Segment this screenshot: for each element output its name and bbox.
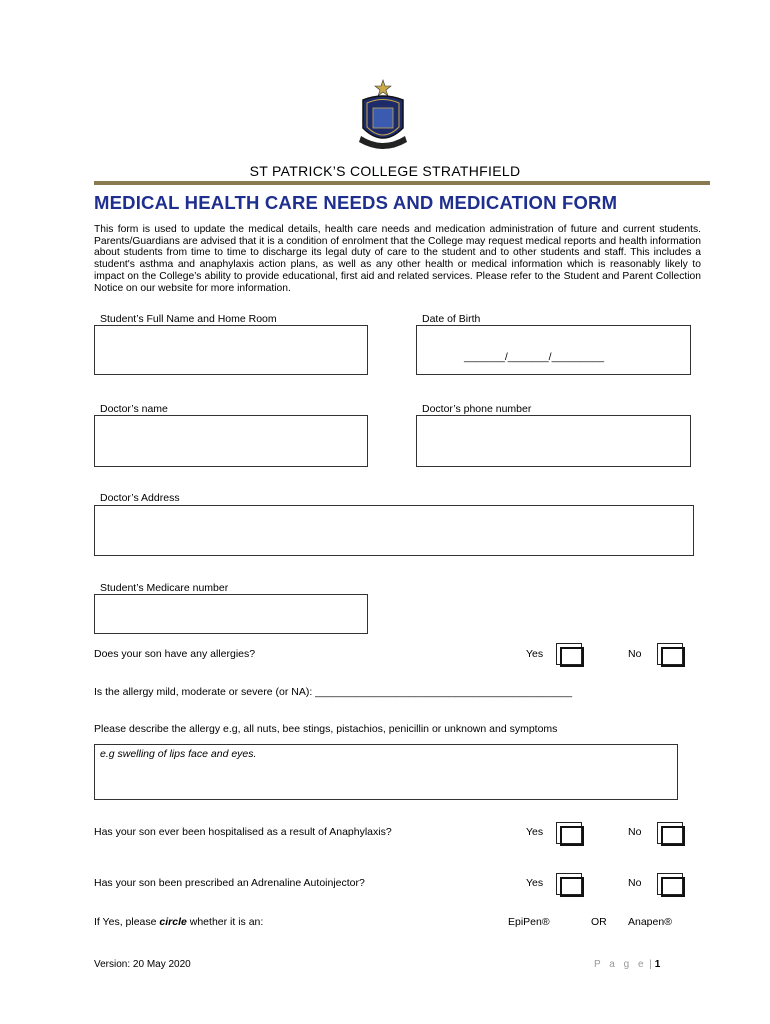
doctor-address-label: Doctor’s Address [100, 492, 180, 504]
hospitalised-no-label: No [628, 826, 642, 838]
page-separator: | [649, 959, 652, 970]
student-name-label: Student’s Full Name and Home Room [100, 313, 277, 325]
autoinjector-question: Has your son been prescribed an Adrenaline Autoinjector? [94, 877, 365, 889]
medicare-field[interactable] [94, 594, 368, 634]
hospitalised-yes-label: Yes [526, 826, 544, 838]
intro-paragraph: This form is used to update the medical details, health care needs and medication administration of future and current students. Parents/Guardians are advised that it is a condition of enrolment that the College may request medical reports and health information about students from time to time to discharge its legal duty of care to the student and to other students and staff. This includes a student's asthma and anaphylaxis action plans, as well as any other health or medical information which is reasonably likely to impact on the College’s ability to provide educational, first aid and related services. Please refer to the Student and Parent Collection Notice on our website for more information. [94, 224, 701, 294]
version-text: Version: 20 May 2020 [94, 959, 191, 970]
dob-placeholder: _______/_______/_________ [464, 351, 605, 363]
circle-instruction-prefix: If Yes, please [94, 916, 160, 928]
hospitalised-no-checkbox[interactable] [657, 822, 683, 844]
epipen-option[interactable]: EpiPen® [508, 916, 550, 928]
page-label: P a g e [594, 959, 647, 970]
page-number: 1 [654, 959, 661, 970]
autoinjector-yes-label: Yes [526, 877, 544, 889]
allergy-describe-question: Please describe the allergy e.g, all nuts, bee stings, pistachios, penicillin or unknown and symptoms [94, 723, 558, 735]
medicare-label: Student’s Medicare number [100, 582, 229, 594]
header-divider [94, 181, 710, 185]
college-crest-logo [355, 78, 411, 156]
form-title: MEDICAL HEALTH CARE NEEDS AND MEDICATION FORM [94, 192, 618, 213]
doctor-phone-label: Doctor’s phone number [422, 403, 532, 415]
autoinjector-no-label: No [628, 877, 642, 889]
doctor-name-label: Doctor’s name [100, 403, 168, 415]
allergy-description-field[interactable] [94, 744, 678, 800]
circle-instruction [94, 916, 263, 928]
autoinjector-yes-checkbox[interactable] [556, 873, 582, 895]
doctor-phone-field[interactable] [416, 415, 691, 467]
allergies-no-label: No [628, 648, 642, 660]
allergies-yes-checkbox[interactable] [556, 643, 582, 665]
autoinjector-no-checkbox[interactable] [657, 873, 683, 895]
allergies-yes-label: Yes [526, 648, 544, 660]
allergy-severity-question[interactable]: Is the allergy mild, moderate or severe (or NA): ____________________________________________ [94, 686, 573, 698]
doctor-address-field[interactable] [94, 505, 694, 556]
or-separator: OR [591, 916, 607, 928]
allergy-description-hint: e.g swelling of lips face and eyes. [100, 748, 257, 760]
allergies-no-checkbox[interactable] [657, 643, 683, 665]
student-name-field[interactable] [94, 325, 368, 375]
circle-instruction-suffix: whether it is an: [186, 916, 264, 928]
dob-label: Date of Birth [422, 313, 481, 325]
college-name: ST PATRICK’S COLLEGE STRATHFIELD [249, 163, 521, 179]
circle-instruction-emphasis: circle [159, 916, 187, 928]
hospitalised-question: Has your son ever been hospitalised as a result of Anaphylaxis? [94, 826, 392, 838]
anapen-option[interactable]: Anapen® [628, 916, 672, 928]
dob-field[interactable] [416, 325, 691, 375]
page-indicator [594, 959, 660, 970]
hospitalised-yes-checkbox[interactable] [556, 822, 582, 844]
doctor-name-field[interactable] [94, 415, 368, 467]
allergies-question: Does your son have any allergies? [94, 648, 256, 660]
